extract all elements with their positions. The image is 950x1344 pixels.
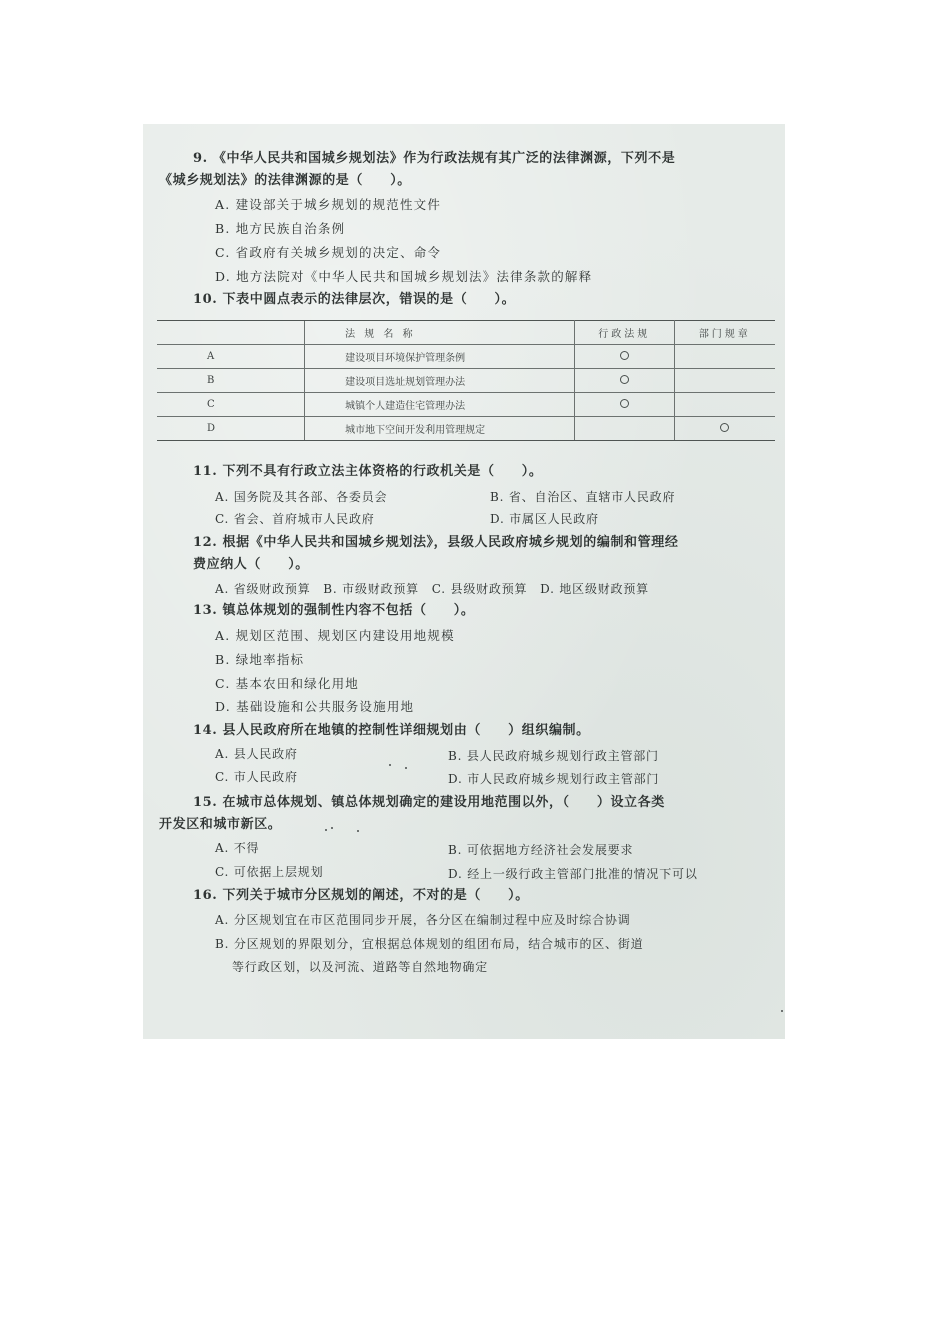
table-header-row: [157, 321, 775, 345]
table-header-id: [157, 321, 305, 345]
row-id: C: [157, 393, 305, 417]
q9-stem-line2: 《城乡规划法》的法律渊源的是（ ）。: [159, 173, 411, 188]
q16-option-a: A. 分区规划宜在市区范围同步开展，各分区在编制过程中应及时综合协调: [215, 913, 631, 927]
table-header-name: 法 规 名 称: [305, 321, 575, 345]
table-row: [157, 417, 775, 441]
row-id: A: [157, 345, 305, 369]
law-level-table: [157, 320, 775, 441]
q13-option-b: B. 绿地率指标: [215, 652, 305, 667]
table-header-department-rule: 部门规章: [674, 321, 775, 345]
q9-option-b: B. 地方民族自治条例: [215, 221, 346, 236]
table-header-admin-regulation: 行政法规: [574, 321, 674, 345]
q14-option-a: A. 县人民政府: [215, 747, 298, 761]
q16-option-b-line2: 等行政区划，以及河流、道路等自然地物确定: [232, 960, 489, 974]
q12-stem-line2: 费应纳人（ ）。: [193, 557, 309, 572]
circle-mark-icon: [620, 351, 629, 360]
row-regulation-name: 城市地下空间开发利用管理规定: [305, 417, 575, 441]
table-row: [157, 369, 775, 393]
q16-stem: 16. 下列关于城市分区规划的阐述，不对的是（ ）。: [193, 888, 529, 903]
circle-mark-icon: [720, 423, 729, 432]
row-regulation-name: 建设项目选址规划管理办法: [305, 369, 575, 393]
q13-option-c: C. 基本农田和绿化用地: [215, 676, 359, 691]
q9-option-d: D. 地方法院对《中华人民共和国城乡规划法》法律条款的解释: [215, 269, 593, 284]
scan-speck: [331, 827, 333, 829]
row-id: B: [157, 369, 305, 393]
q14-stem: 14. 县人民政府所在地镇的控制性详细规划由（ ）组织编制。: [193, 723, 590, 738]
scan-speck: [389, 764, 391, 766]
scan-speck: [325, 829, 327, 831]
q9-option-a: A. 建设部关于城乡规划的规范性文件: [215, 197, 442, 212]
q13-stem: 13. 镇总体规划的强制性内容不包括（ ）。: [193, 603, 475, 618]
q10-stem: 10. 下表中圆点表示的法律层次，错误的是（ ）。: [193, 292, 516, 307]
q15-option-a: A. 不得: [215, 841, 260, 855]
q9-stem-line1: 9. 《中华人民共和国城乡规划法》作为行政法规有其广泛的法律渊源，下列不是: [193, 151, 676, 166]
q13-option-a: A. 规划区范围、规划区内建设用地规模: [215, 628, 455, 643]
row-regulation-name: 城镇个人建造住宅管理办法: [305, 393, 575, 417]
q15-stem-line2: 开发区和城市新区。: [159, 817, 282, 832]
q12-options: A. 省级财政预算 B. 市级财政预算 C. 县级财政预算 D. 地区级财政预算: [215, 582, 649, 596]
scan-speck: [357, 830, 359, 832]
row-id: D: [157, 417, 305, 441]
q14-option-d: D. 市人民政府城乡规划行政主管部门: [448, 772, 660, 786]
q15-option-b: B. 可依据地方经济社会发展要求: [448, 843, 634, 857]
q13-option-d: D. 基础设施和公共服务设施用地: [215, 699, 415, 714]
circle-mark-icon: [620, 375, 629, 384]
q15-stem-line1: 15. 在城市总体规划、镇总体规划确定的建设用地范围以外，（ ）设立各类: [193, 795, 665, 810]
q11-option-d: D. 市属区人民政府: [490, 512, 599, 526]
scan-speck: [781, 1010, 783, 1012]
q9-option-c: C. 省政府有关城乡规划的决定、命令: [215, 245, 442, 260]
q11-option-a: A. 国务院及其各部、各委员会: [215, 490, 388, 504]
scan-speck: [405, 767, 407, 769]
q14-option-c: C. 市人民政府: [215, 770, 298, 784]
q16-option-b-line1: B. 分区规划的界限划分，宜根据总体规划的组团布局，结合城市的区、街道: [215, 937, 644, 951]
scanned-exam-page: [143, 124, 785, 1039]
q15-option-d: D. 经上一级行政主管部门批准的情况下可以: [448, 867, 698, 881]
q11-stem: 11. 下列不具有行政立法主体资格的行政机关是（ ）。: [193, 464, 543, 479]
q12-stem-line1: 12. 根据《中华人民共和国城乡规划法》，县级人民政府城乡规划的编制和管理经: [193, 535, 679, 550]
q14-option-b: B. 县人民政府城乡规划行政主管部门: [448, 749, 659, 763]
q11-option-b: B. 省、自治区、直辖市人民政府: [490, 490, 676, 504]
table-row: [157, 345, 775, 369]
circle-mark-icon: [620, 399, 629, 408]
table-row: [157, 393, 775, 417]
row-regulation-name: 建设项目环境保护管理条例: [305, 345, 575, 369]
q15-option-c: C. 可依据上层规划: [215, 865, 324, 879]
q11-option-c: C. 省会、首府城市人民政府: [215, 512, 375, 526]
